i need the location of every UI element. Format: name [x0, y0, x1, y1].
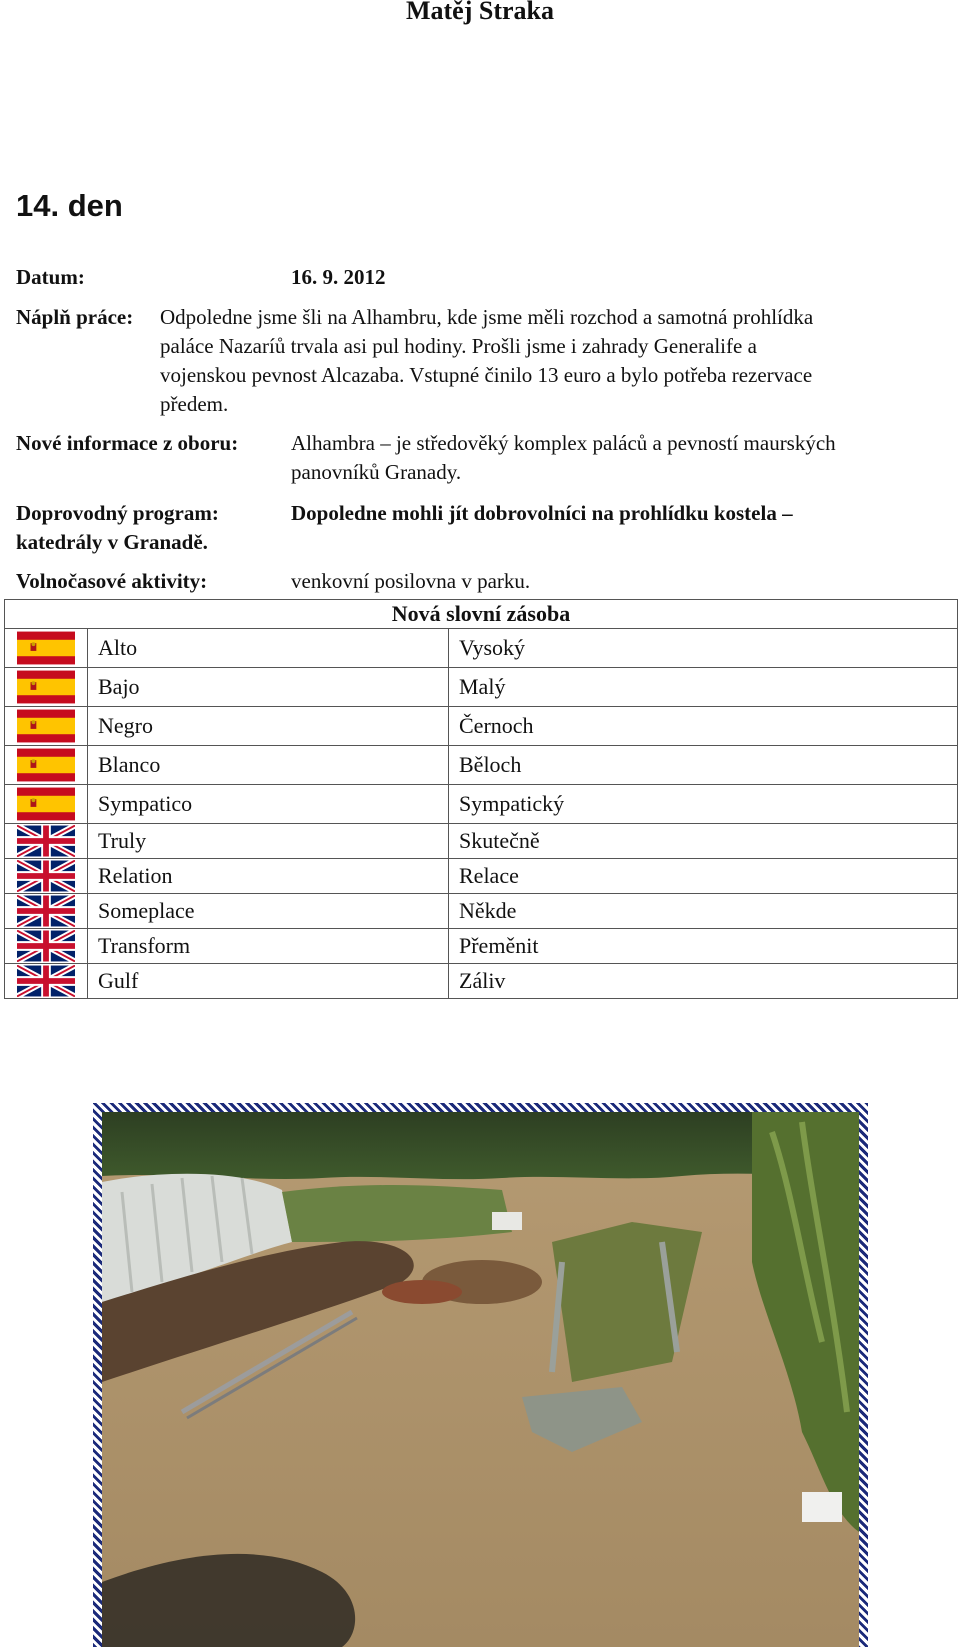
uk-flag-icon [5, 964, 88, 999]
spanish-flag-icon [5, 668, 88, 707]
vocab-row-spanish [5, 785, 958, 824]
datum-value: 16. 9. 2012 [291, 265, 386, 289]
volnocasove-label: Volnočasové aktivity: [16, 569, 208, 593]
uk-flag-icon [5, 859, 88, 894]
vocab-translation: Skutečně [449, 824, 958, 859]
garden-photo-image [102, 1112, 859, 1647]
napln-line: paláce Nazaríů trvala asi pul hodiny. Prošli jsme i zahrady Generalife a [160, 334, 757, 358]
vocabulary-header-row [5, 600, 958, 629]
author-name: Matěj Straka [405, 0, 554, 25]
vocab-word: Bajo [88, 668, 449, 707]
vocab-word: Alto [88, 629, 449, 668]
spanish-flag-icon [5, 746, 88, 785]
vocab-word: Relation [88, 859, 449, 894]
vocab-word: Transform [88, 929, 449, 964]
uk-flag-icon [5, 894, 88, 929]
vocab-translation: Přeměnit [449, 929, 958, 964]
vocab-word: Sympatico [88, 785, 449, 824]
uk-flag-icon [5, 929, 88, 964]
doprovodny-value: Dopoledne mohli jít dobrovolníci na prohlídku kostela – [291, 501, 793, 525]
vocab-translation: Vysoký [449, 629, 958, 668]
vocab-row-spanish [5, 746, 958, 785]
vocab-translation: Sympatický [449, 785, 958, 824]
vocab-word: Negro [88, 707, 449, 746]
napln-label: Náplň práce: [16, 305, 134, 329]
vocab-word: Gulf [88, 964, 449, 999]
vocab-translation: Černoch [449, 707, 958, 746]
vocab-translation: Někde [449, 894, 958, 929]
nove-informace-label: Nové informace z oboru: [16, 431, 239, 455]
vocab-row-english [5, 964, 958, 999]
spanish-flag-icon [5, 629, 88, 668]
vocab-translation: Relace [449, 859, 958, 894]
photo-frame [93, 1103, 868, 1647]
vocab-word: Blanco [88, 746, 449, 785]
vocab-word: Truly [88, 824, 449, 859]
vocab-translation: Záliv [449, 964, 958, 999]
vocab-translation: Běloch [449, 746, 958, 785]
vocabulary-table [4, 599, 958, 999]
nove-informace-text [291, 429, 951, 487]
napln-line: Odpoledne jsme šli na Alhambru, kde jsme měli rozchod a samotná prohlídka [160, 305, 814, 329]
vocab-translation: Malý [449, 668, 958, 707]
vocab-row-english [5, 894, 958, 929]
volnocasove-value: venkovní posilovna v parku. [291, 569, 531, 593]
vocab-word: Someplace [88, 894, 449, 929]
vocab-row-spanish [5, 668, 958, 707]
vocab-row-english [5, 929, 958, 964]
napln-line: předem. [160, 392, 229, 416]
spanish-flag-icon [5, 707, 88, 746]
nove-informace-line: panovníků Granady. [291, 460, 462, 484]
datum-label: Datum: [16, 265, 85, 289]
vocab-row-spanish [5, 707, 958, 746]
uk-flag-icon [5, 824, 88, 859]
napln-line: vojenskou pevnost Alcazaba. Vstupné činilo 13 euro a bylo potřeba rezervace [160, 363, 813, 387]
vocabulary-title: Nová slovní zásoba [5, 600, 958, 629]
vocab-row-spanish [5, 629, 958, 668]
spanish-flag-icon [5, 785, 88, 824]
vocab-row-english [5, 824, 958, 859]
napln-text [160, 303, 950, 419]
doprovodny-continuation: katedrály v Granadě. [16, 530, 208, 554]
garden-photo [102, 1112, 859, 1647]
day-title: 14. den [16, 188, 123, 223]
nove-informace-line: Alhambra – je středověký komplex paláců a pevností maurských [291, 431, 836, 455]
vocab-row-english [5, 859, 958, 894]
doprovodny-label: Doprovodný program: [16, 501, 219, 525]
